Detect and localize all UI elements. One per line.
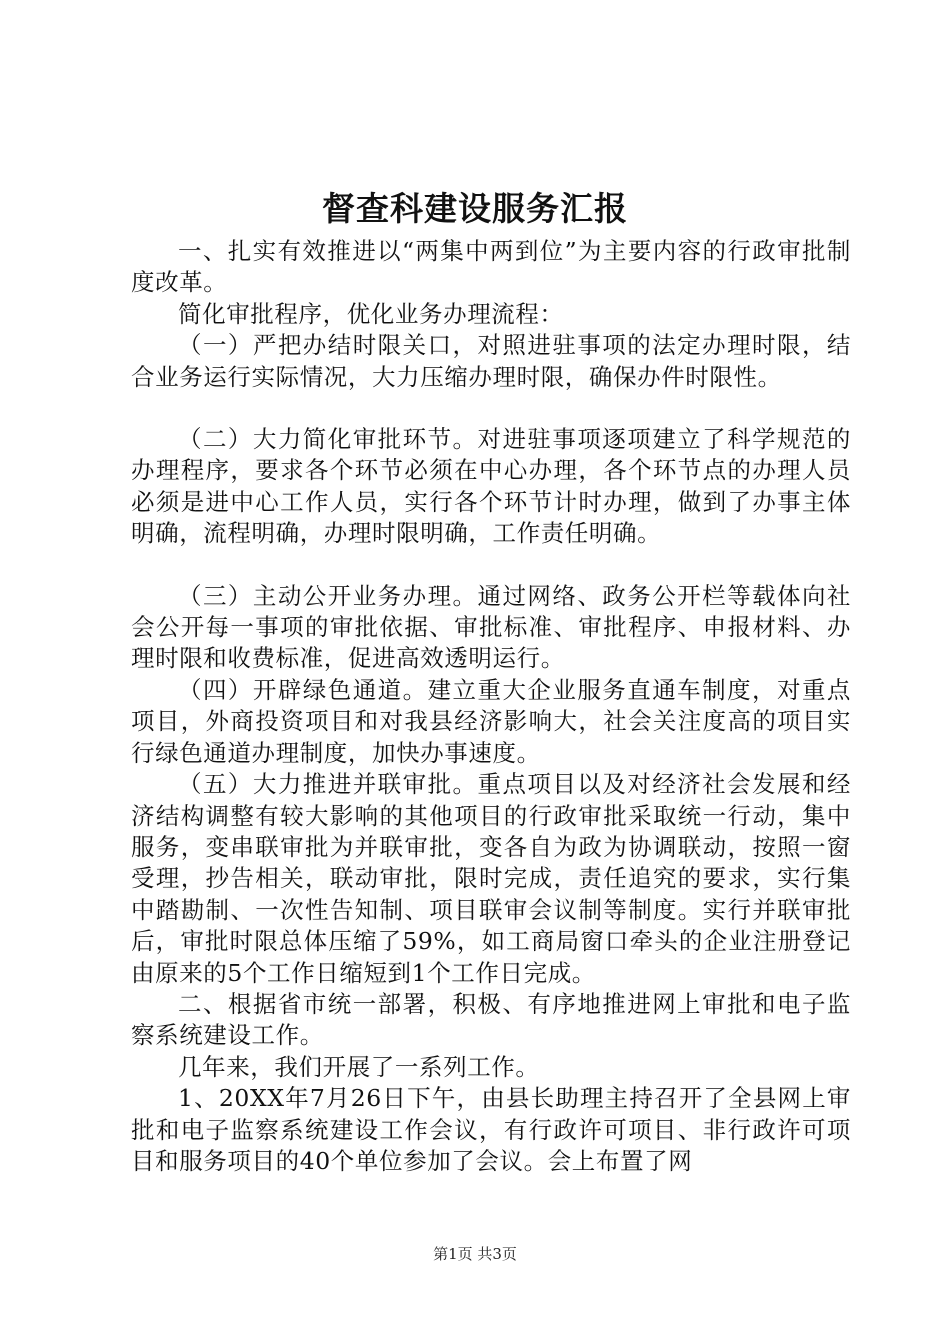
paragraph-item-one: （一）严把办结时限关口，对照进驻事项的法定办理时限，结合业务运行实际情况，大力压缩办理时限，确保办件时限性。 [131, 331, 851, 391]
paragraph-section-two-heading: 二、根据省市统一部署，积极、有序地推进网上审批和电子监察系统建设工作。 [131, 989, 851, 1050]
paragraph-simplify-intro: 简化审批程序，优化业务办理流程： [178, 299, 564, 328]
paragraph-item-three: （三）主动公开业务办理。通过网络、政务公开栏等载体向社会公开每一事项的审批依据、审批标准、审批程序、申报材料、办理时限和收费标准，促进高效透明运行。 [131, 581, 851, 673]
paragraph-years-summary: 几年来，我们开展了一系列工作。 [178, 1052, 540, 1081]
paragraph-item-five: （五）大力推进并联审批。重点项目以及对经济社会发展和经济结构调整有较大影响的其他项目的行政审批采取统一行动，集中服务，变串联审批为并联审批，变各自为政为协调联动，按照一窗受理，抄告相关，联动审批，限时完成，责任追究的要求，实行集中踏勘制、一次性告知制、项目联审会议制等制度。实行并联审批后，审批时限总体压缩了59%，如工商局窗口牵头的企业注册登记由原来的5个工作日缩短到1个工作日完成。 [131, 770, 851, 987]
paragraph-point-one: 1、20XX年7月26日下午，由县长助理主持召开了全县网上审批和电子监察系统建设工作会议，有行政许可项目、非行政许可项目和服务项目的40个单位参加了会议。会上布置了网 [131, 1084, 851, 1175]
document-body [131, 236, 851, 1177]
paragraph-section-one-heading: 一、扎实有效推进以“两集中两到位”为主要内容的行政审批制度改革。 [131, 237, 851, 297]
document-title: 督查科建设服务汇报 [322, 189, 628, 228]
paragraph-item-two: （二）大力简化审批环节。对进驻事项逐项建立了科学规范的办理程序，要求各个环节必须在中心办理，各个环节点的办理人员必须是进中心工作人员，实行各个环节计时办理，做到了办事主体明确，流程明确，办理时限明确，工作责任明确。 [131, 425, 851, 548]
paragraph-item-four: （四）开辟绿色通道。建立重大企业服务直通车制度，对重点项目，外商投资项目和对我县经济影响大，社会关注度高的项目实行绿色通道办理制度，加快办事速度。 [131, 675, 851, 767]
page-number-footer: 第1页 共3页 [433, 1245, 517, 1263]
